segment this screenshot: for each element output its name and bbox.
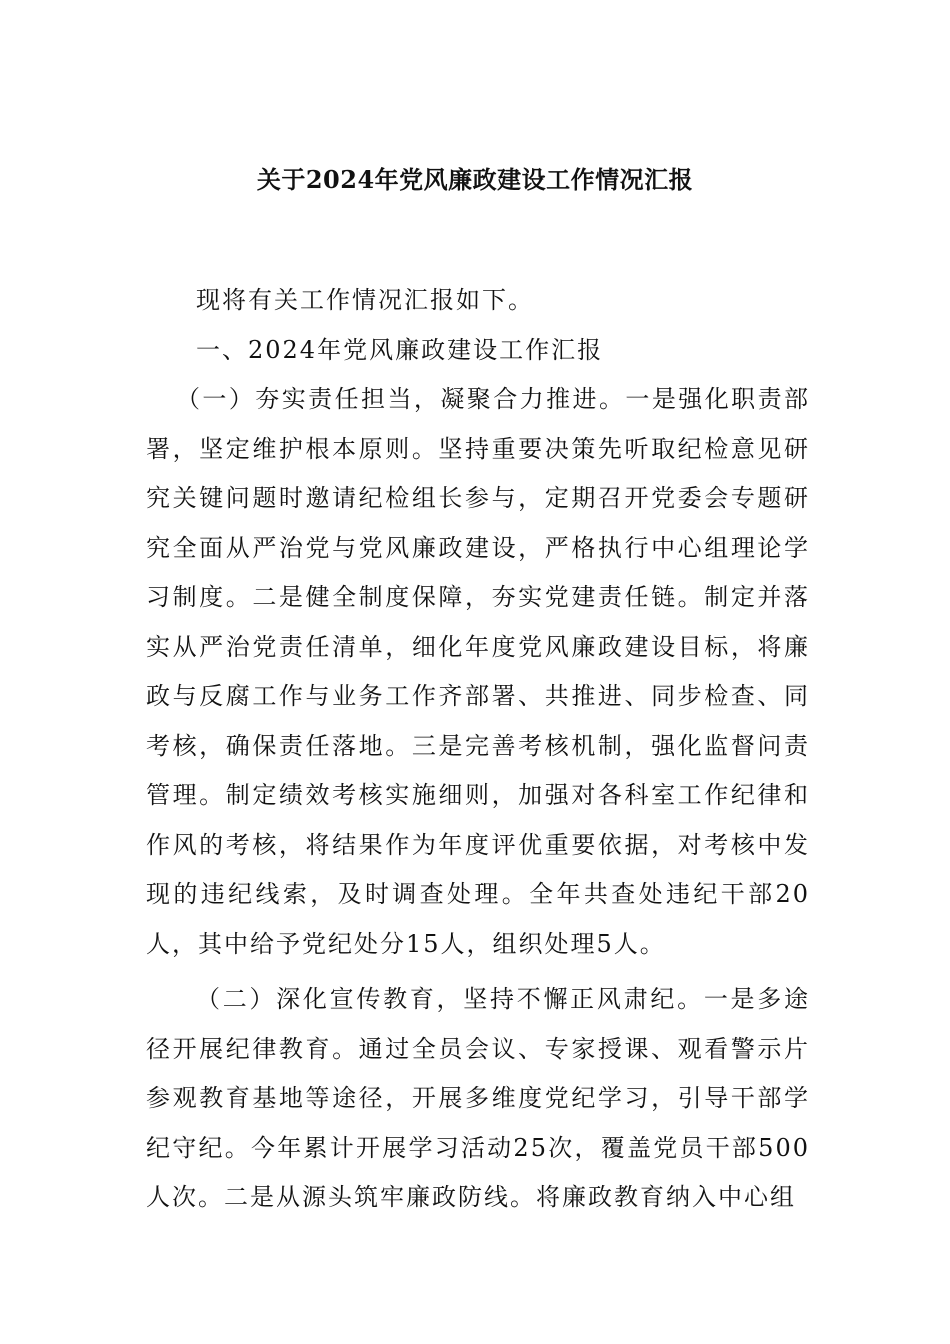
paragraph-section-1-1: （一）夯实责任担当，凝聚合力推进。一是强化职责部署，坚定维护根本原则。坚持重要决策先听取纪检意见研究关键问题时邀请纪检组长参与，定期召开党委会专题研究全面从严治党与党风廉政建设，严格执行中心组理论学习制度。二是健全制度保障，夯实党建责任链。制定并落实从严治党责任清单，细化年度党风廉政建设目标，将廉政与反腐工作与业务工作齐部署、共推进、同步检查、同考核，确保责任落地。三是完善考核机制，强化监督问责管理。制定绩效考核实施细则，加强对各科室工作纪律和作风的考核，将结果作为年度评优重要依据，对考核中发现的违纪线索，及时调查处理。全年共查处违纪干部20人，其中给予党纪处分15人，组织处理5人。 [146, 385, 810, 958]
section-heading-1: 一、2024年党风廉政建设工作汇报 [196, 335, 604, 364]
paragraph-section-1-2: （二）深化宣传教育，坚持不懈正风肃纪。一是多途径开展纪律教育。通过全员会议、专家授课、观看警示片参观教育基地等途径，开展多维度党纪学习，引导干部学纪守纪。今年累计开展学习活动25次，覆盖党员干部500人次。二是从源头筑牢廉政防线。将廉政教育纳入中心组 [146, 985, 810, 1211]
document-body [146, 276, 810, 1223]
document-title: 关于2024年党风廉政建设工作情况汇报 [256, 165, 694, 194]
paragraph-intro: 现将有关工作情况汇报如下。 [196, 286, 534, 314]
